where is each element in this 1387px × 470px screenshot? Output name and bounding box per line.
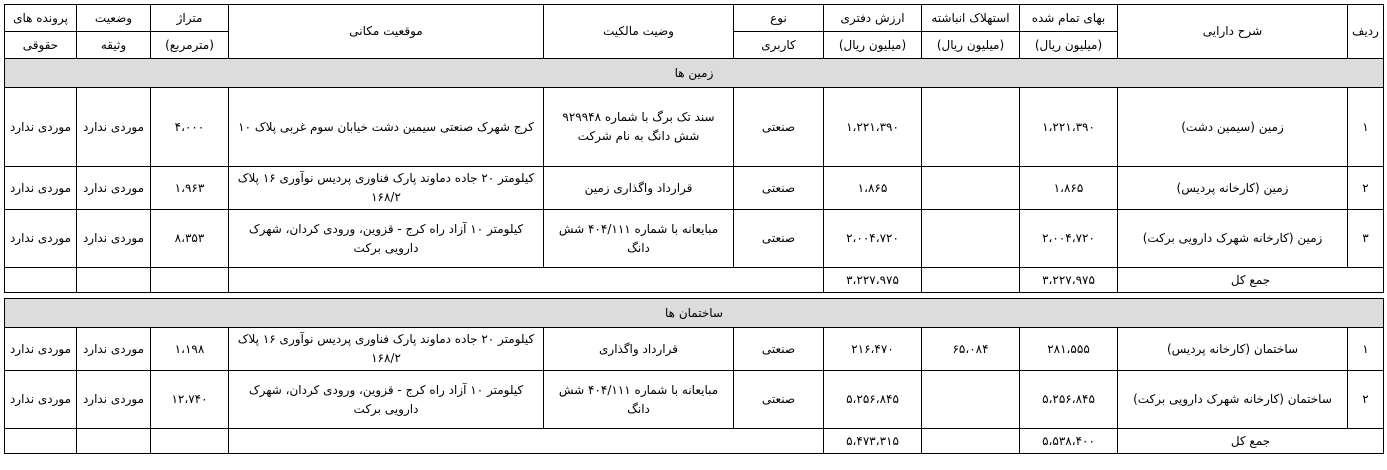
cell-cost: ۱،۸۶۵ [1020, 167, 1118, 210]
header-row-number: ردیف [1348, 5, 1384, 59]
cell-depreciation [922, 167, 1020, 210]
cell-pledge: موردی ندارد [77, 210, 151, 268]
cell-depreciation [922, 371, 1020, 429]
cell-location: کیلومتر ۲۰ جاده دماوند پارک فناوری پردیس نوآوری ۱۶ پلاک ۱۶۸/۲ [229, 167, 544, 210]
cell-area: ۱،۹۶۳ [151, 167, 229, 210]
total-row [5, 429, 1384, 454]
cell-description: زمین (کارخانه شهرک دارویی برکت) [1118, 210, 1348, 268]
table-row [5, 88, 1384, 167]
cell-book-value: ۵،۲۵۶،۸۴۵ [824, 371, 922, 429]
cell-cost: ۵،۲۵۶،۸۴۵ [1020, 371, 1118, 429]
header-area-unit: (مترمربع) [151, 32, 229, 59]
total-depreciation [922, 429, 1020, 454]
header-location: موقعیت مکانی [229, 5, 544, 59]
total-empty [229, 429, 824, 454]
cell-description: ساختمان (کارخانه شهرک دارویی برکت) [1118, 371, 1348, 429]
cell-row-number: ۲ [1348, 167, 1384, 210]
cell-location: کرج شهرک صنعتی سیمین دشت خیابان سوم غربی پلاک ۱۰ [229, 88, 544, 167]
header-book-value-unit: (میلیون ریال) [824, 32, 922, 59]
cell-row-number: ۳ [1348, 210, 1384, 268]
cell-area: ۱۲،۷۴۰ [151, 371, 229, 429]
total-empty-pledge [77, 429, 151, 454]
header-legal: پرونده های [5, 5, 77, 32]
cell-ownership: قرارداد واگذاری [544, 328, 734, 371]
header-area: متراژ [151, 5, 229, 32]
assets-table [4, 4, 1384, 454]
cell-description: زمین (کارخانه پردیس) [1118, 167, 1348, 210]
table-row [5, 167, 1384, 210]
header-row-1 [5, 5, 1384, 32]
cell-location: کیلومتر ۱۰ آزاد راه کرج - قزوین، ورودی کردان، شهرک دارویی برکت [229, 371, 544, 429]
cell-book-value: ۲۱۶،۴۷۰ [824, 328, 922, 371]
cell-legal: موردی ندارد [5, 328, 77, 371]
header-asset-description: شرح دارایی [1118, 5, 1348, 59]
section-row [5, 299, 1384, 328]
total-empty-legal [5, 268, 77, 293]
header-legal-2: حقوقی [5, 32, 77, 59]
cell-usage-type: صنعتی [734, 167, 824, 210]
cell-description: زمین (سیمین دشت) [1118, 88, 1348, 167]
total-label: جمع کل [1118, 268, 1384, 293]
cell-area: ۸،۳۵۳ [151, 210, 229, 268]
section-row [5, 59, 1384, 88]
cell-pledge: موردی ندارد [77, 167, 151, 210]
cell-pledge: موردی ندارد [77, 328, 151, 371]
cell-legal: موردی ندارد [5, 210, 77, 268]
cell-depreciation [922, 210, 1020, 268]
cell-legal: موردی ندارد [5, 167, 77, 210]
cell-pledge: موردی ندارد [77, 371, 151, 429]
section-title-land: زمین ها [5, 59, 1384, 88]
cell-location: کیلومتر ۱۰ آزاد راه کرج - قزوین، ورودی کردان، شهرک دارویی برکت [229, 210, 544, 268]
cell-ownership: سند تک برگ با شماره ۹۲۹۹۴۸ شش دانگ به نام شرکت [544, 88, 734, 167]
table-row [5, 210, 1384, 268]
table-row [5, 371, 1384, 429]
cell-depreciation [922, 88, 1020, 167]
header-usage-type-2: کاربری [734, 32, 824, 59]
cell-usage-type: صنعتی [734, 210, 824, 268]
cell-cost: ۲،۰۰۴،۷۲۰ [1020, 210, 1118, 268]
total-empty-legal [5, 429, 77, 454]
cell-row-number: ۱ [1348, 88, 1384, 167]
cell-cost: ۱،۲۲۱،۳۹۰ [1020, 88, 1118, 167]
cell-ownership: مبایعانه با شماره ۴۰۴/۱۱۱ شش دانگ [544, 210, 734, 268]
header-pledge: وضعیت [77, 5, 151, 32]
cell-cost: ۲۸۱،۵۵۵ [1020, 328, 1118, 371]
cell-row-number: ۲ [1348, 371, 1384, 429]
total-cost: ۵،۵۳۸،۴۰۰ [1020, 429, 1118, 454]
cell-legal: موردی ندارد [5, 88, 77, 167]
header-cost: بهای تمام شده [1020, 5, 1118, 32]
cell-usage-type: صنعتی [734, 328, 824, 371]
cell-book-value: ۲،۰۰۴،۷۲۰ [824, 210, 922, 268]
header-depreciation: استهلاک انباشته [922, 5, 1020, 32]
total-book-value: ۳،۲۲۷،۹۷۵ [824, 268, 922, 293]
total-depreciation [922, 268, 1020, 293]
total-book-value: ۵،۴۷۳،۳۱۵ [824, 429, 922, 454]
header-book-value: ارزش دفتری [824, 5, 922, 32]
total-empty-pledge [77, 268, 151, 293]
cell-usage-type: صنعتی [734, 371, 824, 429]
cell-ownership: مبایعانه با شماره ۴۰۴/۱۱۱ شش دانگ [544, 371, 734, 429]
cell-legal: موردی ندارد [5, 371, 77, 429]
cell-location: کیلومتر ۲۰ جاده دماوند پارک فناوری پردیس نوآوری ۱۶ پلاک ۱۶۸/۲ [229, 328, 544, 371]
cell-pledge: موردی ندارد [77, 88, 151, 167]
cell-book-value: ۱،۲۲۱،۳۹۰ [824, 88, 922, 167]
header-usage-type: نوع [734, 5, 824, 32]
cell-ownership: قرارداد واگذاری زمین [544, 167, 734, 210]
header-pledge-2: وثیقه [77, 32, 151, 59]
cell-book-value: ۱،۸۶۵ [824, 167, 922, 210]
cell-area: ۴،۰۰۰ [151, 88, 229, 167]
total-empty-area [151, 268, 229, 293]
table-row [5, 328, 1384, 371]
total-empty-area [151, 429, 229, 454]
total-row [5, 268, 1384, 293]
cell-row-number: ۱ [1348, 328, 1384, 371]
cell-description: ساختمان (کارخانه پردیس) [1118, 328, 1348, 371]
cell-depreciation: ۶۵،۰۸۴ [922, 328, 1020, 371]
total-label: جمع کل [1118, 429, 1384, 454]
header-cost-unit: (میلیون ریال) [1020, 32, 1118, 59]
cell-usage-type: صنعتی [734, 88, 824, 167]
section-title-buildings: ساختمان ها [5, 299, 1384, 328]
cell-area: ۱،۱۹۸ [151, 328, 229, 371]
header-ownership: وضیت مالکیت [544, 5, 734, 59]
total-empty [229, 268, 824, 293]
header-depreciation-unit: (میلیون ریال) [922, 32, 1020, 59]
total-cost: ۳،۲۲۷،۹۷۵ [1020, 268, 1118, 293]
